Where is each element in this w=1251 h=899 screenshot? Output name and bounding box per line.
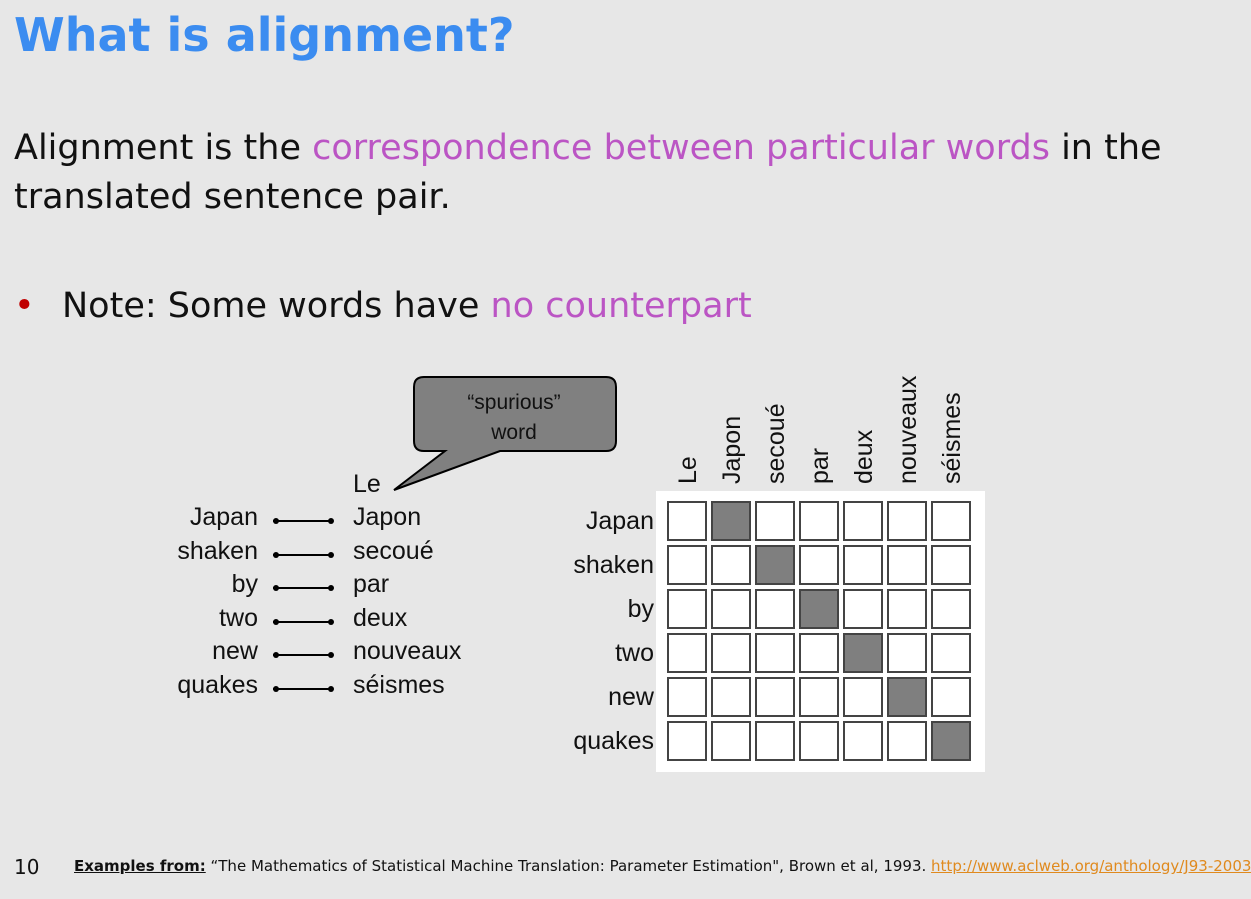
english-word: two (219, 603, 258, 632)
footer-citation (74, 857, 1251, 875)
matrix-cell (931, 545, 971, 585)
matrix-cell (931, 677, 971, 717)
matrix-cell (667, 545, 707, 585)
matrix-cell (711, 589, 751, 629)
english-word: new (212, 637, 258, 665)
link-endpoint-dot (273, 652, 279, 658)
link-endpoint-dot (273, 552, 279, 558)
link-endpoint-dot (328, 585, 334, 591)
matrix-cell (931, 589, 971, 629)
definition-before: Alignment is the (14, 128, 313, 168)
matrix-column-label: séismes (938, 392, 966, 484)
footer-citation-text: “The Mathematics of Statistical Machine Translation: Parameter Estimation", Brown et al, 1993. (205, 857, 932, 875)
matrix-cell (887, 721, 927, 761)
matrix-cell (843, 677, 883, 717)
matrix-column-label: Japon (718, 415, 746, 484)
link-endpoint-dot (328, 552, 334, 558)
matrix-cell (711, 545, 751, 585)
matrix-cell (667, 677, 707, 717)
matrix-row-label: new (608, 683, 654, 711)
matrix-cell-aligned (799, 589, 839, 629)
matrix-column-label: deux (850, 429, 878, 484)
matrix-row-label: quakes (573, 727, 654, 755)
english-word: by (231, 570, 258, 598)
matrix-cell (843, 721, 883, 761)
matrix-cell-aligned (755, 545, 795, 585)
note-highlight: no counterpart (490, 286, 752, 326)
matrix-cell-aligned (843, 633, 883, 673)
matrix-column-label: nouveaux (894, 375, 922, 484)
matrix-cell (931, 501, 971, 541)
link-endpoint-dot (328, 686, 334, 692)
matrix-column-label: secoué (762, 403, 790, 484)
matrix-cell (667, 589, 707, 629)
matrix-row-label: two (615, 639, 654, 667)
matrix-cell (887, 545, 927, 585)
note-text: Note: Some words have (62, 286, 491, 326)
matrix-cell (887, 501, 927, 541)
alignment-link (273, 520, 333, 522)
french-word: Le (353, 470, 381, 498)
definition-highlight: correspondence between particular words (312, 128, 1050, 168)
definition-after: in the translated sentence pair. (14, 128, 1162, 217)
link-endpoint-dot (273, 585, 279, 591)
matrix-cell-aligned (931, 721, 971, 761)
footer-link[interactable]: http://www.aclweb.org/anthology/J93-2003 (931, 857, 1251, 875)
french-word: secoué (353, 536, 434, 565)
matrix-column-label: par (806, 447, 834, 484)
matrix-cell (711, 677, 751, 717)
footer-label: Examples from: (74, 857, 206, 875)
alignment-link (273, 654, 333, 656)
matrix-column-label: Le (674, 456, 702, 484)
french-word: deux (353, 603, 408, 632)
matrix-cell (755, 589, 795, 629)
matrix-cell-aligned (887, 677, 927, 717)
matrix-row-label: shaken (573, 551, 654, 579)
matrix-cell (667, 633, 707, 673)
english-word: quakes (177, 670, 258, 699)
link-endpoint-dot (328, 518, 334, 524)
matrix-cell (711, 721, 751, 761)
matrix-cell (799, 633, 839, 673)
matrix-cell (799, 677, 839, 717)
matrix-cell (755, 501, 795, 541)
link-endpoint-dot (273, 686, 279, 692)
matrix-cell-aligned (711, 501, 751, 541)
english-word: shaken (177, 536, 258, 565)
french-word: par (353, 570, 390, 598)
matrix-cell (843, 589, 883, 629)
link-endpoint-dot (273, 518, 279, 524)
callout-line-1: “spurious” (467, 391, 561, 414)
french-word: nouveaux (353, 637, 462, 665)
french-word: séismes (353, 670, 445, 699)
page-number: 10 (14, 855, 40, 879)
matrix-cell (755, 721, 795, 761)
alignment-link (273, 688, 333, 690)
slide-title: What is alignment? (14, 8, 515, 62)
matrix-row-label: Japan (585, 507, 654, 535)
alignment-link (273, 621, 333, 623)
callout-line-2: word (491, 421, 537, 444)
bullet-icon: • (14, 286, 35, 326)
matrix-cell (887, 589, 927, 629)
matrix-cell (711, 633, 751, 673)
link-endpoint-dot (328, 652, 334, 658)
matrix-cell (931, 633, 971, 673)
english-word: Japan (189, 503, 258, 531)
matrix-cell (755, 677, 795, 717)
matrix-cell (843, 501, 883, 541)
matrix-cell (799, 721, 839, 761)
alignment-link (273, 554, 333, 556)
callout-text (412, 388, 616, 448)
matrix-cell (799, 501, 839, 541)
matrix-cell (667, 501, 707, 541)
matrix-row-label: by (627, 595, 654, 623)
matrix-cell (799, 545, 839, 585)
matrix-cell (843, 545, 883, 585)
alignment-link (273, 587, 333, 589)
link-endpoint-dot (273, 619, 279, 625)
matrix-cell (887, 633, 927, 673)
french-word: Japon (353, 503, 422, 531)
link-endpoint-dot (328, 619, 334, 625)
matrix-cell (755, 633, 795, 673)
matrix-cell (667, 721, 707, 761)
